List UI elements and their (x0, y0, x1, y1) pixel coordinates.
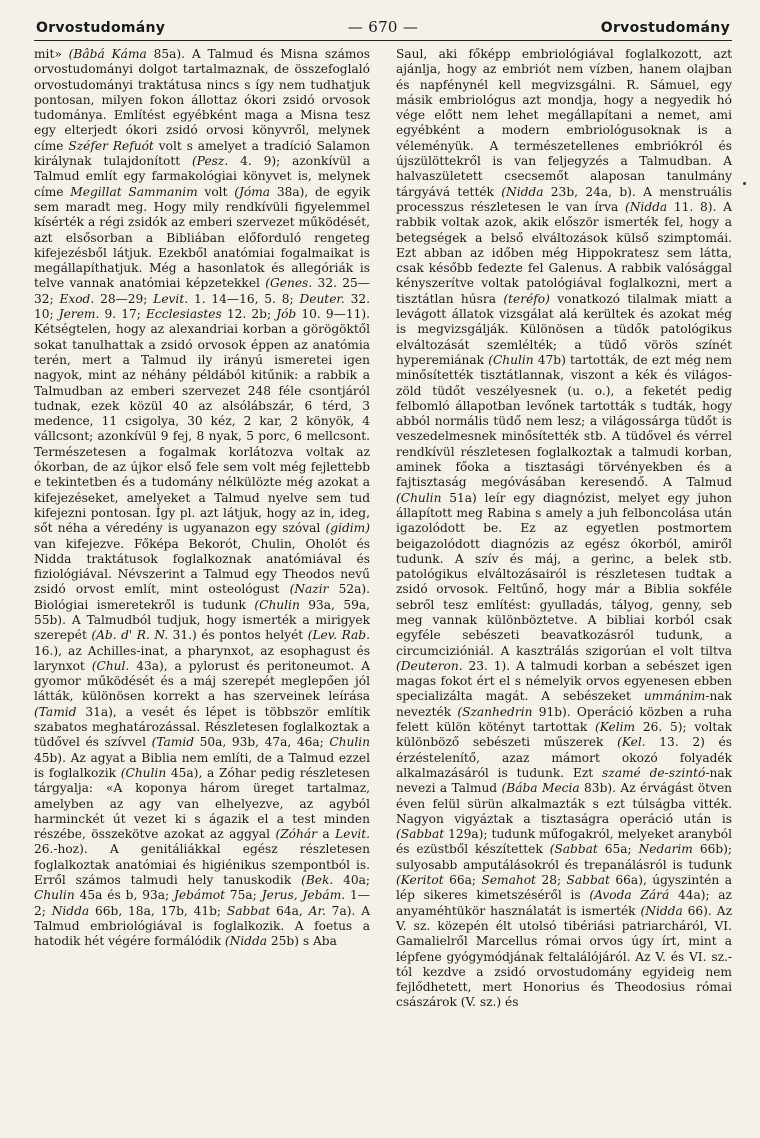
text-run: 1. 14—16, 5. 8; (188, 291, 300, 306)
text-run: 66). Az V. sz. közepén élt utolsó tibériási patriarcháról, VI. Gamalielről Marcellus római orvos úgy írt, mint a lépfene gyógymódjának feltalálójáról. Az V. és VI. sz.-tól kezdve a zsidó orvostudomány egyideig nem fejlődhetett, mert Honorius és Theodosius római császárok (V. sz.) és (396, 903, 732, 1010)
text-run: 45a), a Zóhar pedig részletesen tárgyalja: «A koponya három üreget tartalmaz, amelyben az agy van elhelyezve, az agyból harminckét út vezet ki s ágazik el a test minden részébe, összekötve azokat az aggyal (34, 765, 370, 842)
text-run: 51a) leír egy diagnózist, melyet egy juhon állapított meg Rabina s amely a juh felboncolása után igazolódott be. Ez az egyetlen postmortem beigazolódott diagnózis az egész ókorból, amiről tudunk. A szív és máj, a gerinc, a belek stb. patológikus elváltozásairól is részletesen tudtak a zsidó orvosok. Feltűnő, hogy már a Biblia sokféle sebről tesz említést: gyulladás, tályog, genny, seb meg vannak különböztetve. A bibliai korból csak egyféle sebészeti beavatkozásról tudunk, a circumcizióniál. A kasztrálás szigorúan el volt tiltva (396, 490, 732, 658)
text-run: 23. 1). A talmudi korban a sebészet igen magas fokot ért el s némelyik orvos egyenesen ebben specializálta magát. A sebészeket (396, 658, 732, 704)
text-run: 7a). A Talmud embriológiával is foglalkozik. A foetus a hatodik hét végére formálódik (34, 903, 370, 949)
citation-italic: szamé de-szintó (602, 765, 706, 780)
text-run: 93a, 59a, 55b). A Talmudból tudjuk, hogy ismerték a mirigyek szerepét (34, 597, 370, 643)
text-run: 16.), az Achilles-inat, a pharynxot, az esophagust és larynxot (34, 643, 370, 673)
text-run: 32. 10; (34, 291, 370, 322)
citation-italic: (teréfo) (503, 291, 550, 306)
citation-italic: (Ab. d' R. N. (91, 628, 169, 643)
text-run: 129a); tudunk műfogakról, melyeket aranyból és ezüstből készítettek (396, 827, 732, 857)
text-run: 40a; (333, 873, 370, 888)
text-run: 65a; (597, 842, 639, 857)
text-run: 52a). Biológiai ismeretekről is tudunk (34, 582, 370, 612)
citation-italic: Chulin (34, 888, 75, 903)
right-column-text (396, 47, 732, 1011)
citation-italic: (Chulin (120, 765, 167, 780)
text-run: 45a és b, 93a; (74, 888, 175, 903)
text-run: 31a), a vesét és lépet is többször említik szabatos meghatározással. Részletesen foglalkoztak a tüdővel és szívvel (34, 704, 370, 750)
text-run: 26. 5); voltak különböző sebészeti műszerek (396, 720, 732, 750)
text-run: 10. 9—11). Kétségtelen, hogy az alexandriai korban a görögöktől sokat tanulhattak a zsidó orvosok éppen az anatómia terén, mert a Talmud ily irányú ismeretei igen nagyok, mint az néhány példából kitűnik: a rabbik a Talmudban az emberi szervezet 248 féle csontjáról tudnak, ezek közül 40 az alsólábszár, 6 térd, 3 medence, 11 csigolya, 30 kéz, 2 kar, 2 könyök, 4 vállcsont; azonkívül 9 fej, 8 nyak, 5 porc, 6 mellcsont. Természetesen a fogalmak korlátozva voltak az ókorban, de az újkor első fele sem volt még fejlettebb e tekintetben és a tudomány nélkülözte még azokat a kifejezéseket, amelyeket a Talmud nyelve sem tud kifejezni pontosan. Így pl. azt látjuk, hogy az in, ideg, sőt néha a véredény is ugyanazon egy szóval (34, 307, 370, 536)
citation-italic: Széfer Refuót (68, 138, 154, 153)
text-run: mit» (34, 47, 69, 61)
text-columns (34, 47, 732, 1011)
citation-italic: Nedarim (638, 842, 693, 857)
citation-italic: (Lev. Rab. (307, 628, 370, 643)
citation-italic: Semahot (481, 873, 536, 888)
text-run: 32. 25—32; (34, 276, 370, 306)
citation-italic: (Sabbat (396, 827, 445, 842)
text-run: 4. 9); azonkívül a Talmud említ egy farmakológiai könyvet is, melynek címe (34, 154, 371, 199)
citation-italic: (Bek. (301, 873, 334, 888)
left-column-text (34, 47, 370, 950)
citation-italic: (Bâbá Káma (68, 47, 147, 61)
text-run: 66b, 18a, 17b, 41b; (89, 903, 227, 918)
text-run: a (316, 827, 336, 842)
citation-italic: Deuter. (299, 291, 345, 306)
citation-italic: Ecclesiastes (146, 307, 222, 322)
text-run: 28—29; (94, 291, 154, 306)
citation-italic: (Bába Mecia (501, 781, 580, 796)
text-run: 12. 2b; (221, 307, 277, 322)
citation-italic: (Nidda (224, 934, 268, 949)
text-run: 31.) és pontos helyét (168, 628, 308, 643)
citation-italic: (gidim) (325, 521, 370, 536)
citation-italic: (Tamid (34, 704, 77, 719)
text-run: 43a), a pylorust és peritoneumot. A gyomor működését és a máj szerepét meglepően jól látták, különösen korrekt a has szerveinek leírása (34, 658, 370, 704)
citation-italic: (Kel. (617, 735, 646, 750)
text-run: 26.-hoz). A genitáliákkal egész részletesen foglalkoztak anatómiai és higiénikus szempontból is. Erről számos talmudi hely tanuskodik (34, 842, 370, 888)
text-run: 23b, 24a, b). A menstruális processzus részletesen le van írva (396, 184, 732, 214)
text-run: 66a; (443, 873, 482, 888)
citation-italic: Ar. (308, 903, 326, 918)
text-run: 45b). Az agyat a Biblia nem említi, de a Talmud ezzel is foglalkozik (34, 750, 370, 780)
text-run: 47b) tartották, de ezt még nem minősítették tisztátlannak, viszont a kék és világos-zöld tüdőt veszélyesnek (u. o.), a feketét pedig felbomló állapotban levőnek tartották s tudták, hogy abból normális tüdő nem lesz; a világossárga tüdőt is veszedelmesnek minősítették stb. A tüdővel és vérrel rendkívül részletesen foglalkoztak a talmudi korban, aminek főoka a tisztasági törvényekben és a fajtisztaság megóvásában keresendő. A Talmud (396, 352, 732, 490)
citation-italic: Sabbat (226, 903, 271, 918)
text-run: 44a); az anyaméhtükör használatát is ismerték (396, 888, 732, 918)
citation-italic: Nidda (51, 903, 90, 918)
text-run: 1—2; (34, 888, 370, 918)
citation-italic: Levit. (153, 291, 189, 306)
text-run: 13. 2) és érzéstelenítő, azaz mámort okozó folyadék alkalmazásáról is tudunk. Ezt (396, 735, 732, 780)
citation-italic: (Genes. (265, 276, 313, 291)
text-run: 64a, (270, 903, 309, 918)
citation-italic: Jebámot (174, 888, 225, 903)
text-run: -nak nevezték (396, 689, 732, 719)
text-run: 66a), úgyszintén a lép sikeres kimetszéséről is (396, 873, 732, 903)
citation-italic: ummánim (643, 689, 706, 704)
citation-italic: (Chulin (396, 490, 442, 505)
text-run: 28; (535, 873, 567, 888)
citation-italic: (Nidda (625, 199, 668, 214)
text-run: 11. 8). A rabbik voltak azok, akik először ismerték fel, hogy a betegségek a belső elváltozások külső szimptomái. Ezt abban az időben még Hippokratesz sem látta, csak később fedezte fel Galenus. A rabbik valósággal kényszerítve voltak patológiával foglalkozni, mert a tisztátlan húsra (396, 199, 732, 306)
text-run: 50a, 93b, 47a, 46a; (194, 735, 330, 750)
text-run: 83b). Az érvágást ötven éven felül sürün alkalmazták s ezt túlságba vitték. Nagyon vigyáztak a tisztaságra operáció után is (396, 781, 733, 826)
header-right-title: Orvostudomány (600, 20, 730, 36)
text-run: 9. 17; (99, 307, 147, 322)
text-run: 85a). A Talmud és Misna számos orvostudományi dolgot tartalmaznak, de összefoglaló orvostudományi traktátusa nincs s így nem tudhatjuk pontosan, milyen fokon állottaz ókori zsidó orvosok tudománya. Említést egyébként maga a Misna tesz egy elterjedt ókori zsidó orvosi könyvről, melynek címe (34, 47, 370, 153)
citation-italic: (Chulin (254, 597, 300, 612)
citation-italic: (Sabbat (549, 842, 598, 857)
left-column (34, 47, 370, 1011)
page-number: — 670 — (347, 18, 419, 36)
citation-italic: Chulin (329, 735, 370, 750)
text-run: 66b); sulyosabb amputálásokról és trepanálásról is tudunk (396, 842, 732, 872)
text-run: 91b). Operáció közben a ruha felett külön kötényt tartottak (396, 704, 732, 735)
text-run: vonatkozó tilalmak miatt a levágott állatok vizsgálat alá kerültek és azokat még is megvizsgálják. Különösen a tüdők patológikus elváltozását szemlélték; a tüdő vörös színét hyperemiának (396, 291, 733, 367)
running-header (34, 18, 732, 40)
citation-italic: Jerem. (58, 307, 100, 322)
margin-mark (743, 182, 746, 185)
citation-italic: Jerus, Jebám. (261, 888, 346, 903)
header-left-title: Orvostudomány (36, 20, 166, 36)
citation-italic: (Kelim (595, 720, 636, 735)
citation-italic: (Tamid (151, 735, 195, 750)
text-run: volt (197, 184, 235, 199)
citation-italic: Sabbat (566, 873, 610, 888)
text-run: Saul, aki főképp embriológiával foglalkozott, azt ajánlja, hogy az embriót nem vízben, hanem olajban és napfénynél kell megvizsgálni. R. Sámuel, egy másik embriológus azt mondja, hogy a negyedik hó vége előtt nem lehet megállapítani a nemet, ami egyébként a modern embriológusoknak is a véleményük. A természetellenes embriókról és újszülöttekről is van feljegyzés a Talmudban. A halvaszületett csecsemőt alaposan tanulmány tárgyává tették (396, 47, 732, 199)
text-run: 25b) s Aba (267, 934, 337, 949)
text-run: -nak nevezi a Talmud (396, 765, 732, 796)
citation-italic: (Nazir (289, 582, 329, 597)
text-run: volt s amelyet a tradíció Salamon királynak tulajdonított (34, 138, 370, 169)
citation-italic: (Deuteron. (396, 658, 463, 673)
citation-italic: (Chulin (488, 352, 534, 367)
citation-italic: (Nidda (501, 184, 544, 199)
text-run: van kifejezve. Főképa Bekorót, Chulin, Oholót és Nidda traktátusok foglalkoznak anatómiával és fiziológiával. Névszerint a Talmud egy Theodos nevű zsidó orvost említ, mint osteológust (34, 536, 370, 597)
citation-italic: Jób (276, 307, 297, 322)
right-column (396, 47, 732, 1011)
citation-italic: (Keritot (396, 873, 444, 888)
citation-italic: Megillat Sammanim (70, 184, 198, 199)
header-rule (34, 40, 732, 41)
citation-italic: (Jóma (234, 184, 271, 199)
citation-italic: (Szanhedrin (457, 704, 533, 719)
citation-italic: Levit. (335, 827, 371, 842)
citation-italic: (Avoda Zárá (589, 888, 670, 903)
text-run: 38a), de egyik sem maradt meg. Hogy mily rendkívüli figyelemmel kísérték a régi zsidók az emberi szervezet működését, azt elsősorban a Bibliában előforduló rengeteg kifejezésből látjuk. Ezekből anatómiai fogalmaikat is megállapíthatjuk. Még a hasonlatok és allegóriák is telve vannak anatómiai képzetekkel (34, 184, 370, 291)
citation-italic: (Chul. (91, 658, 130, 673)
citation-italic: (Pesz. (192, 154, 229, 169)
citation-italic: (Zóhár (275, 827, 317, 842)
text-run: 75a; (225, 888, 262, 903)
citation-italic: (Nidda (640, 903, 683, 918)
citation-italic: Exod. (59, 291, 95, 306)
